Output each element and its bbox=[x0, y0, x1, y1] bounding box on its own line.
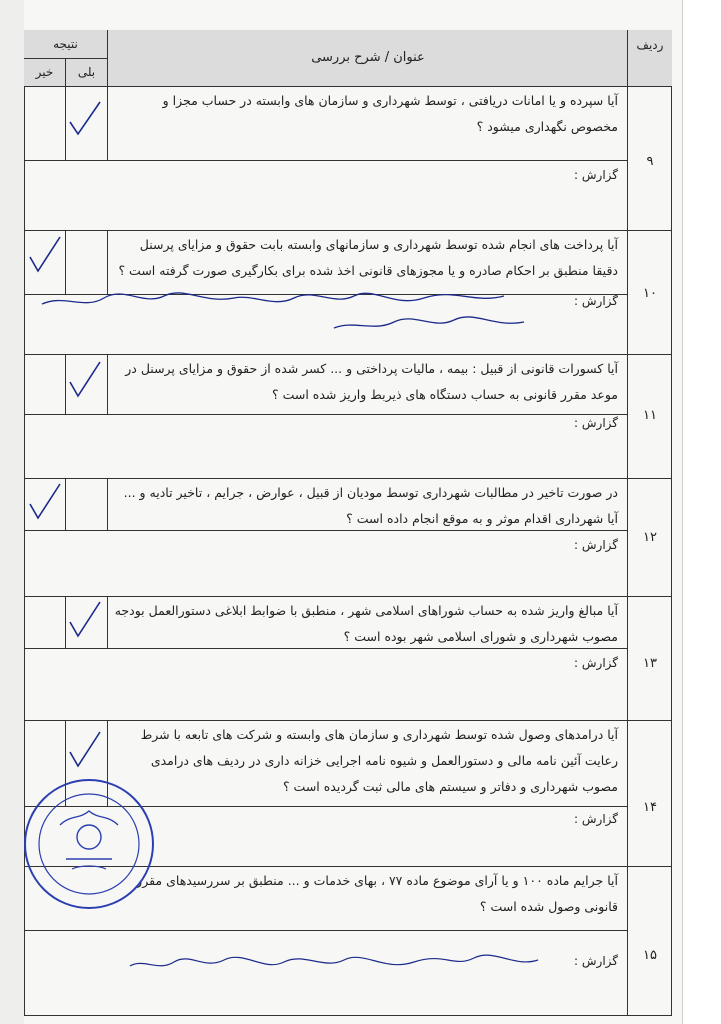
divider bbox=[24, 160, 628, 161]
checkmark-icon bbox=[68, 360, 102, 400]
row-number: ۱۵ bbox=[643, 948, 657, 963]
checkmark-icon bbox=[68, 100, 102, 140]
result-header-label: نتیجه bbox=[24, 30, 107, 59]
audit-checklist-sheet bbox=[24, 30, 672, 1016]
checkmark-icon bbox=[68, 730, 102, 770]
divider bbox=[24, 478, 672, 479]
handwritten-report-note bbox=[124, 944, 544, 984]
question-text: در صورت تاخیر در مطالبات شهرداری توسط مودیان از قبیل ، عوارض ، جرایم ، تاخیر تادیه و ... آیا شهرداری اقدام موثر و به موقع انجام داده است ؟ bbox=[123, 485, 618, 526]
row-number: ۱۱ bbox=[643, 408, 657, 423]
divider bbox=[24, 414, 628, 415]
question-text: آیا جرایم ماده ۱۰۰ و یا آرای موضوع ماده ۷۷ ، بهای خدمات و ... منطبق بر سررسیدهای مقرر قانونی وصول شده است ؟ bbox=[136, 873, 618, 914]
row-number-header-label: ردیف bbox=[636, 38, 664, 52]
question-text: آیا سپرده و یا امانات دریافتی ، توسط شهرداری و سازمان های وابسته در حساب مجزا و مخصوص نگهداری میشود ؟ bbox=[162, 93, 618, 134]
checkmark-icon bbox=[28, 235, 62, 275]
title-header: عنوان / شرح بررسی bbox=[107, 30, 628, 86]
row-number: ۱۰ bbox=[643, 286, 657, 301]
checkmark-icon bbox=[68, 600, 102, 640]
divider bbox=[24, 354, 672, 355]
row-number: ۱۳ bbox=[643, 656, 657, 671]
report-label: گزارش : bbox=[574, 954, 618, 968]
table-header bbox=[24, 30, 672, 87]
row-number-header bbox=[627, 30, 672, 86]
row-number: ۱۲ bbox=[643, 530, 657, 545]
report-label: گزارش : bbox=[574, 538, 618, 552]
divider bbox=[24, 596, 672, 597]
scan-right-margin bbox=[682, 0, 721, 1024]
result-header bbox=[24, 30, 107, 86]
report-label: گزارش : bbox=[574, 656, 618, 670]
report-label: گزارش : bbox=[574, 812, 618, 826]
report-label: گزارش : bbox=[574, 294, 618, 308]
column-divider-title bbox=[627, 86, 628, 1016]
divider bbox=[24, 930, 628, 931]
report-label: گزارش : bbox=[574, 416, 618, 430]
handwritten-report-note bbox=[34, 284, 534, 340]
divider bbox=[24, 720, 672, 721]
question-text: آیا درامدهای وصول شده توسط شهرداری و سازمان های وابسته و شرکت های تابعه با شرط رعایت آئین نامه مالی و دستورالعمل و شیوه نامه اجرایی خزانه داری در ردیف های درامدی مصوب شهرداری و دفاتر و سیستم های مالی ثبت گردیده است ؟ bbox=[140, 727, 618, 794]
report-label: گزارش : bbox=[574, 168, 618, 182]
checkmark-icon bbox=[28, 482, 62, 522]
row-number: ۹ bbox=[646, 154, 654, 169]
council-seal-stamp bbox=[20, 775, 158, 913]
no-column-header: خیر bbox=[35, 65, 54, 79]
question-text: آیا مبالغ واریز شده به حساب شوراهای اسلامی شهر ، منطبق با ضوابط ابلاغی دستورالعمل بودجه مصوب شهرداری و شورای اسلامی شهر بوده است ؟ bbox=[114, 603, 618, 644]
divider bbox=[24, 230, 672, 231]
question-text: آیا کسورات قانونی از قبیل : بیمه ، مالیات پرداختی و ... کسر شده از حقوق و مزایای پرسنل در موعد مقرر قانونی به حساب دستگاه های ذیربط واریز شده است ؟ bbox=[125, 361, 618, 402]
row-number: ۱۴ bbox=[643, 800, 657, 815]
yes-column-header: بلی bbox=[65, 58, 107, 86]
question-text: آیا پرداخت های انجام شده توسط شهرداری و سازمانهای وابسته بابت حقوق و مزایای پرسنل دقیقا منطبق بر احکام صادره و یا مجوزهای قانونی اخذ شده برای بکارگیری صورت گرفته است ؟ bbox=[118, 237, 618, 278]
